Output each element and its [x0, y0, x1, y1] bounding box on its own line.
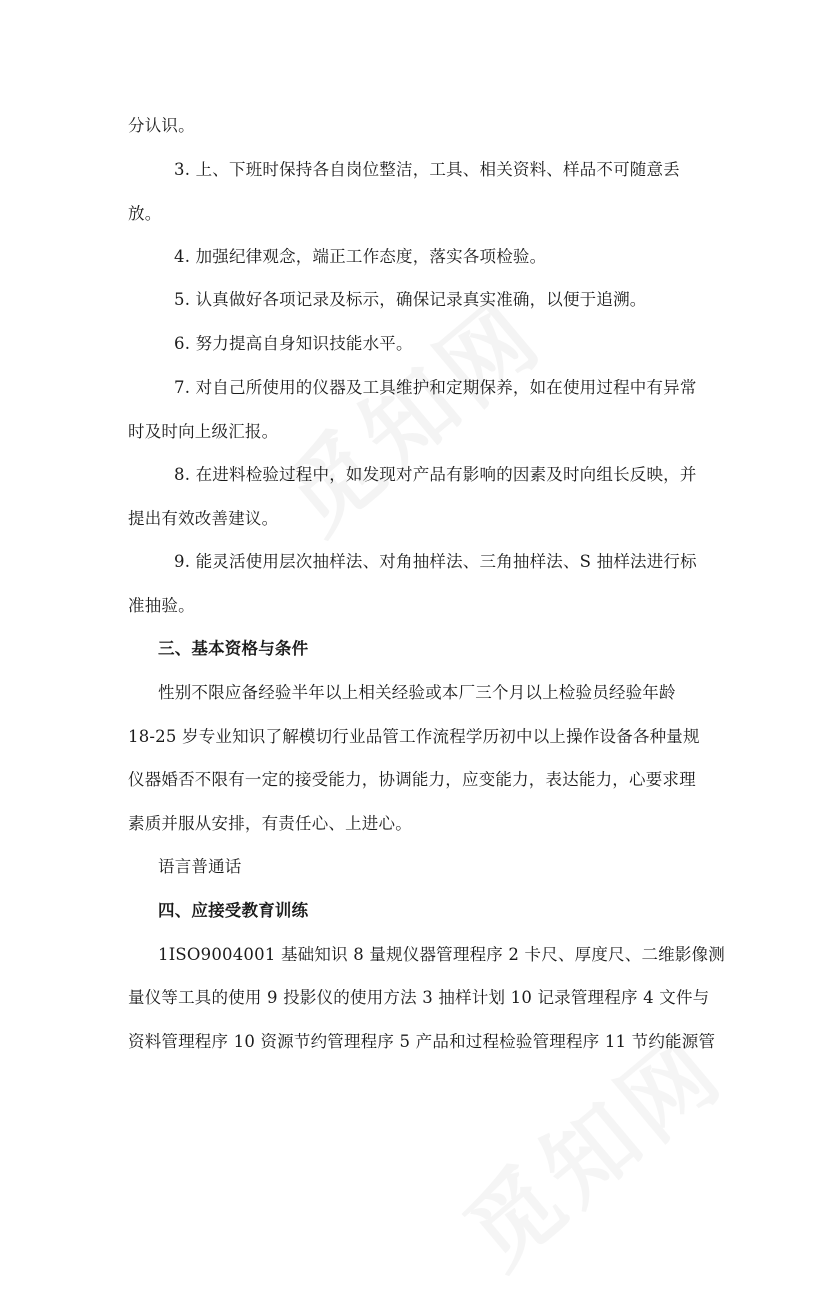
list-item-4: 4. 加强纪律观念，端正工作态度，落实各项检验。: [174, 247, 547, 266]
paragraph-line: 素质并服从安排，有责任心、上进心。: [128, 814, 412, 833]
list-item-5: 5. 认真做好各项记录及标示，确保记录真实准确，以便于追溯。: [174, 290, 647, 309]
list-item-7: 7. 对自己所使用的仪器及工具维护和定期保养，如在使用过程中有异常: [174, 378, 697, 397]
section-heading-3: 三、基本资格与条件: [158, 639, 309, 658]
paragraph-line: 18-25 岁专业知识了解模切行业品管工作流程学历初中以上操作设备各种量规: [128, 727, 700, 746]
text-line: 放。: [128, 204, 162, 223]
text-line: 提出有效改善建议。: [128, 509, 279, 528]
paragraph-line: 资料管理程序 10 资源节约管理程序 5 产品和过程检验管理程序 11 节约能源管: [128, 1032, 716, 1051]
list-item-6: 6. 努力提高自身知识技能水平。: [174, 334, 413, 353]
watermark: [252, 264, 649, 656]
paragraph-line: 语言普通话: [158, 857, 242, 876]
paragraph-line: 仪器婚否不限有一定的接受能力，协调能力，应变能力，表达能力，心要求理: [128, 770, 696, 789]
paragraph-line: 1ISO9004001 基础知识 8 量规仪器管理程序 2 卡尺、厚度尺、二维影像测: [158, 945, 725, 964]
text-line: 分认识。: [128, 116, 195, 135]
list-item-3: 3. 上、下班时保持各自岗位整洁，工具、相关资料、样品不可随意丢: [174, 160, 680, 179]
paragraph-line: 性别不限应备经验半年以上相关经验或本厂三个月以上检验员经验年龄: [158, 683, 676, 702]
text-line: 时及时向上级汇报。: [128, 422, 279, 441]
paragraph-line: 量仪等工具的使用 9 投影仪的使用方法 3 抽样计划 10 记录管理程序 4 文件与: [128, 988, 710, 1007]
list-item-8: 8. 在进料检验过程中，如发现对产品有影响的因素及时向组长反映，并: [174, 465, 697, 484]
section-heading-4: 四、应接受教育训练: [158, 901, 309, 920]
list-item-9: 9. 能灵活使用层次抽样法、对角抽样法、三角抽样法、S 抽样法进行标: [174, 552, 697, 571]
text-line: 准抽验。: [128, 596, 195, 615]
